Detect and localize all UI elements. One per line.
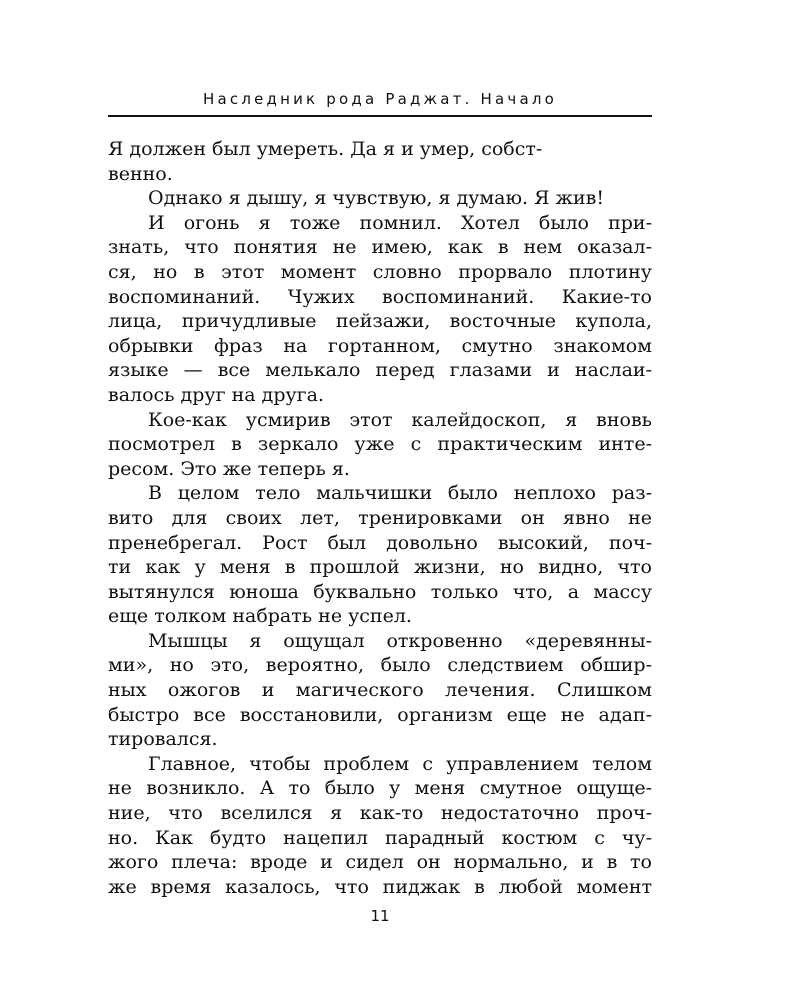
body-text [108, 137, 652, 899]
text-line: знать, что понятия не имею, как в нем оказал- [108, 236, 652, 259]
text-line: Однако я дышу, я чувствую, я думаю. Я жив! [148, 187, 604, 210]
text-line: венно. [108, 162, 173, 185]
text-line: ся, но в этот момент словно прорвало плотину [108, 260, 652, 283]
header-rule [108, 115, 652, 117]
page-number: 11 [370, 907, 390, 925]
text-line: В целом тело мальчишки было неплохо раз- [148, 482, 652, 505]
text-line: ных ожогов и магического лечения. Слишком [108, 679, 652, 702]
text-line: но. Как будто нацепил парадный костюм с чу- [108, 826, 652, 849]
text-line: тировался. [108, 728, 218, 751]
text-line: ресом. Это же теперь я. [108, 457, 350, 480]
text-line: посмотрел в зеркало уже с практическим инте- [108, 433, 652, 456]
text-line: пренебрегал. Рост был довольно высокий, поч- [108, 531, 652, 554]
text-line: обрывки фраз на гортанном, смутно знакомом [108, 334, 652, 357]
text-line: быстро все восстановили, организм еще не адап- [108, 703, 652, 726]
text-line: Мышцы я ощущал откровенно «деревянны- [148, 629, 652, 652]
text-line: жого плеча: вроде и сидел он нормально, и в то [108, 851, 652, 874]
text-line: Главное, чтобы проблем с управлением телом [148, 752, 652, 775]
text-line: вито для своих лет, тренировками он явно не [108, 506, 652, 529]
text-line: ние, что вселился я как-то недостаточно проч- [108, 802, 652, 825]
text-line: ми», но это, вероятно, было следствием обшир- [108, 654, 652, 677]
text-line: валось друг на друга. [108, 383, 324, 406]
text-line: же время казалось, что пиджак в любой момент [108, 875, 652, 898]
text-line: Кое-как усмирив этот калейдоскоп, я вновь [148, 408, 652, 431]
text-line: ти как у меня в прошлой жизни, но видно, что [108, 556, 652, 579]
text-line: языке — все мелькало перед глазами и наслаи- [108, 359, 652, 382]
text-line: еще толком набрать не успел. [108, 605, 412, 628]
running-head: Наследник рода Раджат. Начало [203, 90, 557, 108]
text-line: Я должен был умереть. Да я и умер, собст- [108, 138, 543, 160]
text-line: воспоминаний. Чужих воспоминаний. Какие-то [108, 285, 652, 308]
text-line: не возникло. А то было у меня смутное ощуще- [108, 777, 652, 800]
text-line: вытянулся юноша буквально только что, а массу [108, 580, 652, 603]
text-line: лица, причудливые пейзажи, восточные купола, [108, 310, 652, 333]
text-line: И огонь я тоже помнил. Хотел было при- [148, 211, 652, 234]
